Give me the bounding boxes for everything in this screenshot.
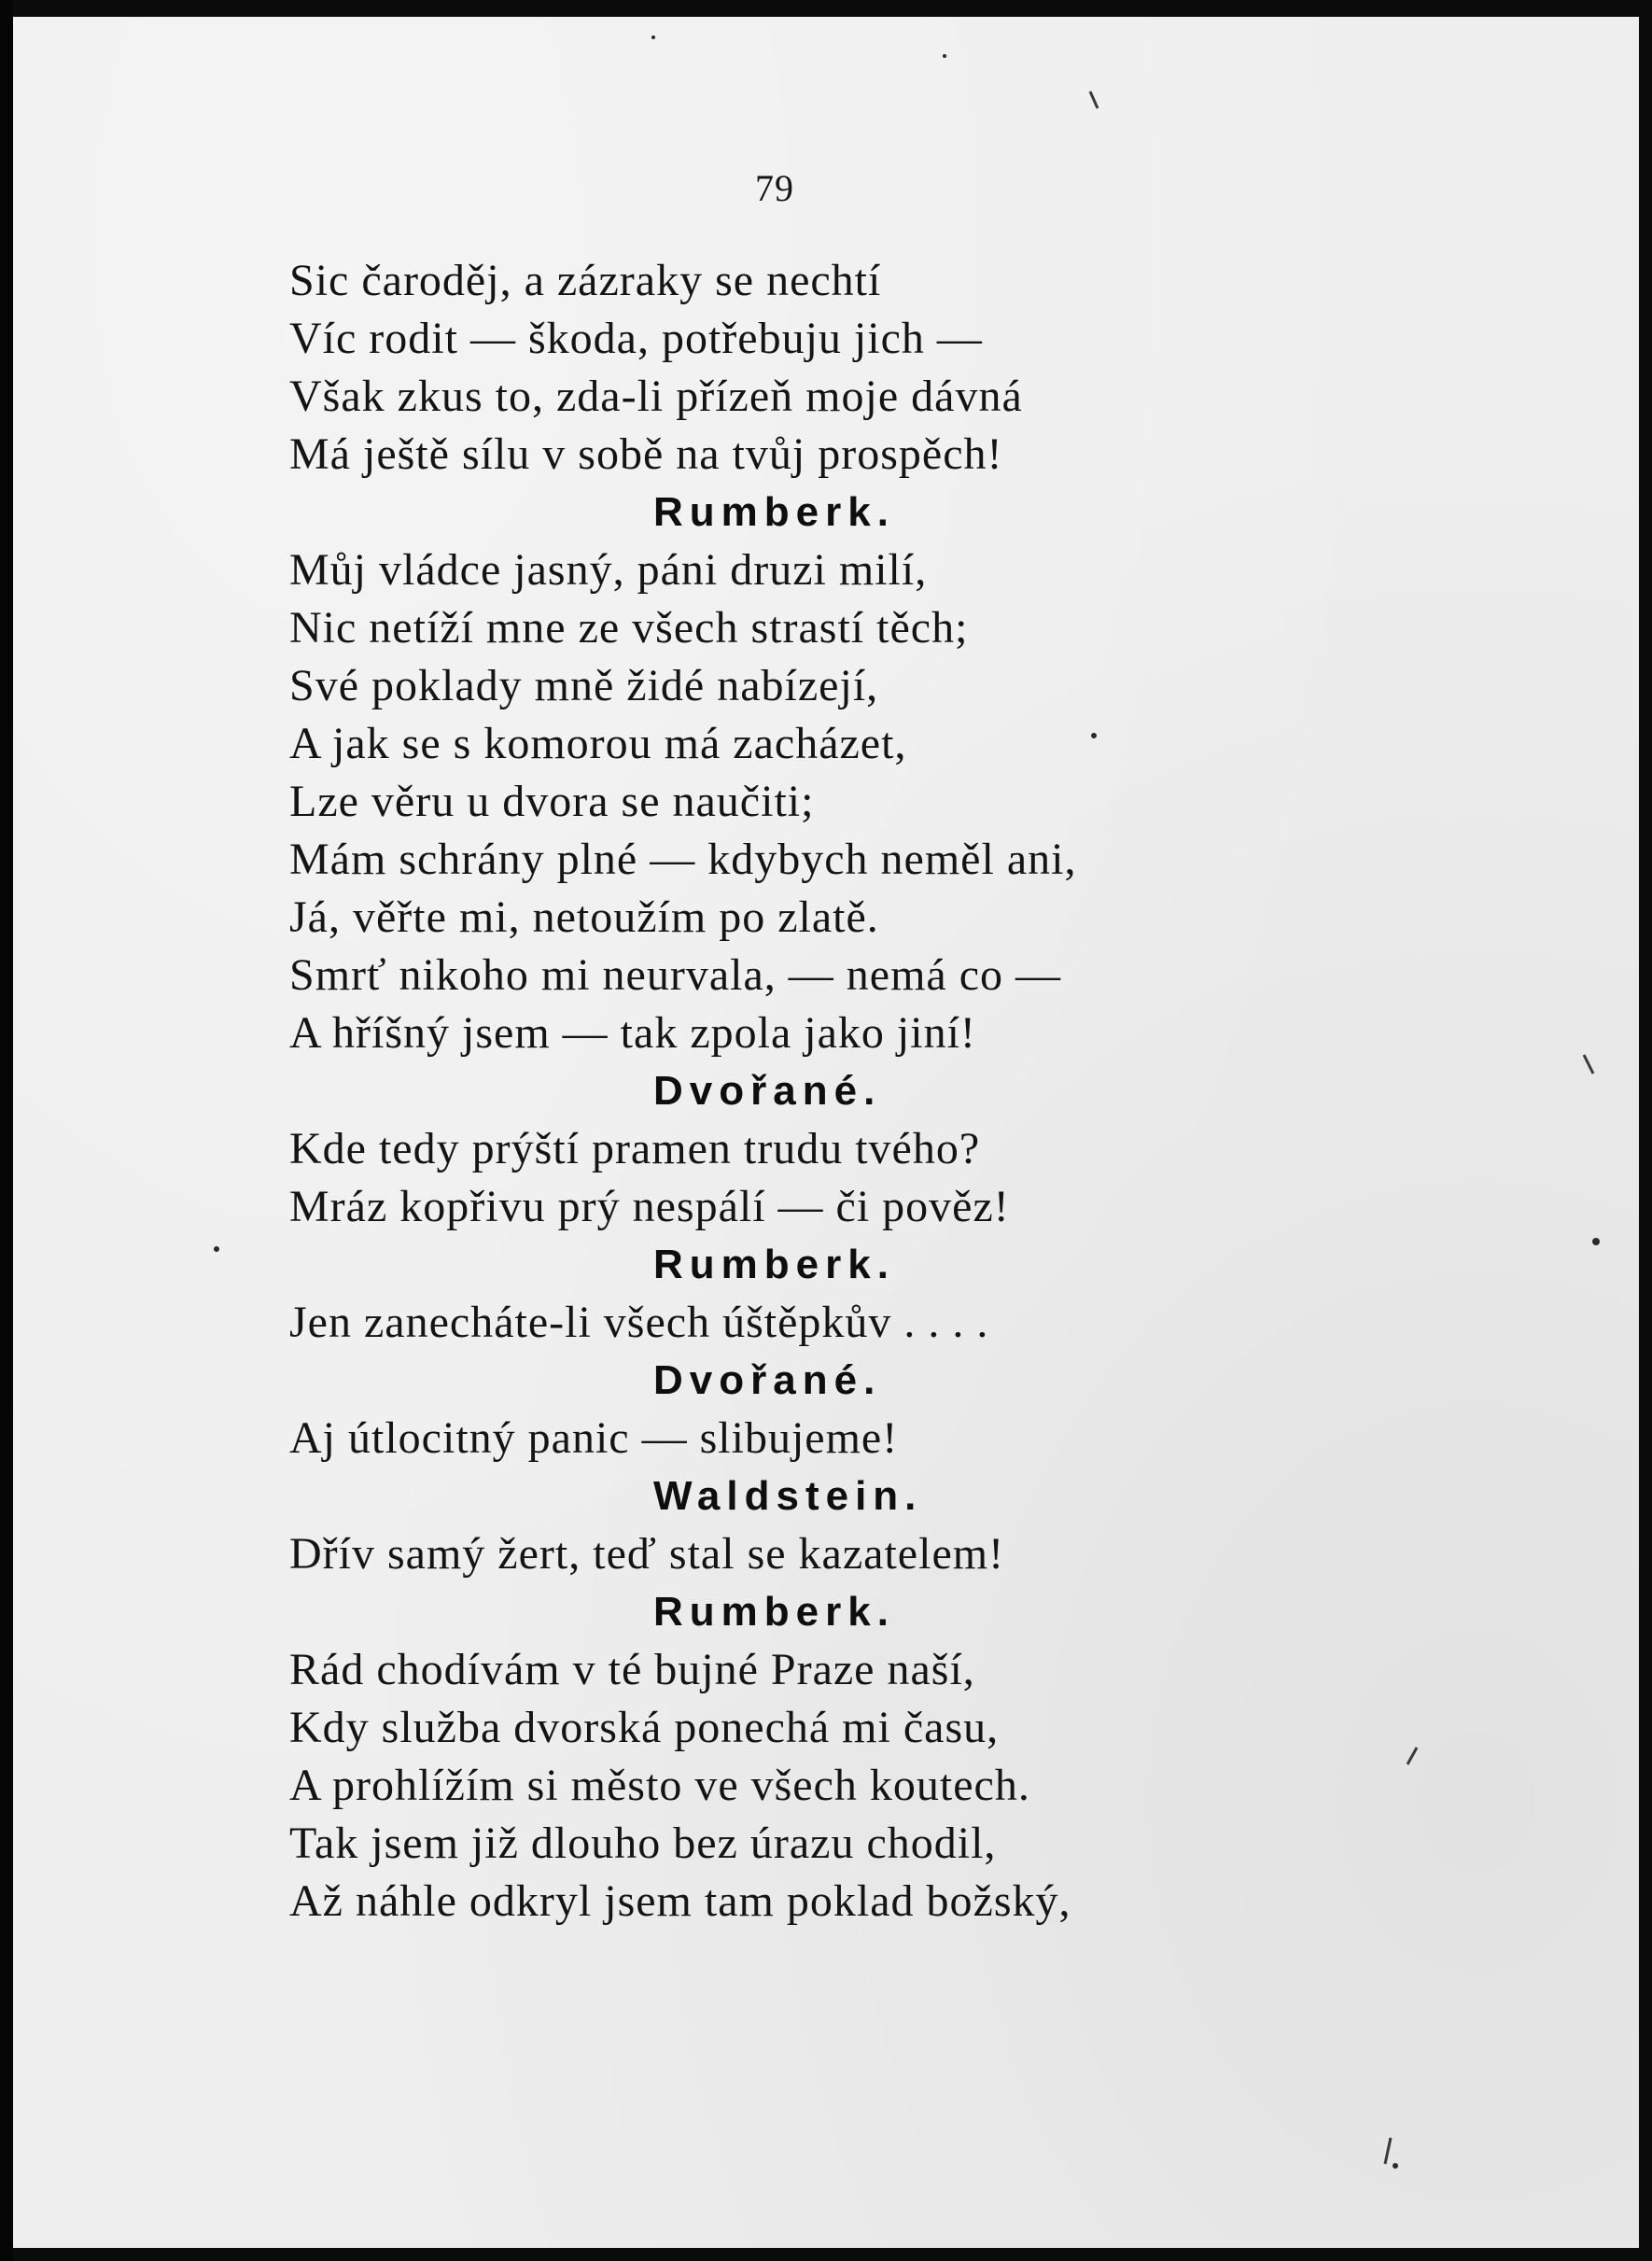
verse-line: Mám schrány plné — kdybych neměl ani, (289, 835, 1077, 884)
verse-line: Však zkus to, zda-li přízeň moje dávná (289, 372, 1023, 421)
speaker-name: Waldstein. (653, 1473, 923, 1519)
page-number: 79 (755, 167, 794, 209)
scan-border (0, 0, 13, 2261)
verse-line: Mráz kopřivu prý nespálí — či pověz! (289, 1182, 1010, 1231)
speaker-name: Dvořané. (653, 1068, 882, 1114)
speaker-name: Rumberk. (653, 1589, 895, 1635)
verse-line: Má ještě sílu v sobě na tvůj prospěch! (289, 429, 1003, 479)
verse-line: Aj útlocitný panic — slibujeme! (289, 1413, 899, 1463)
verse-line: Sic čaroděj, a zázraky se nechtí (289, 256, 882, 305)
verse-line: Své poklady mně židé nabízejí, (289, 661, 879, 710)
speaker-name: Rumberk. (653, 1242, 895, 1287)
verse-line: A hříšný jsem — tak zpola jako jiní! (289, 1008, 976, 1058)
speaker-name: Rumberk. (653, 489, 895, 535)
verse-line: Já, věřte mi, netoužím po zlatě. (289, 892, 879, 942)
verse-line: Dřív samý žert, teď stal se kazatelem! (289, 1529, 1005, 1579)
speaker-name: Dvořané. (653, 1357, 882, 1403)
verse-line: A prohlížím si město ve všech koutech. (289, 1761, 1030, 1810)
verse-line: Rád chodívám v té bujné Praze naší, (289, 1645, 975, 1694)
verse-line: Kdy služba dvorská ponechá mi času, (289, 1703, 1000, 1752)
verse-line: Smrť nikoho mi neurvala, — nemá co — (289, 950, 1062, 1000)
verse-line: A jak se s komorou má zacházet, (289, 719, 907, 768)
verse-line: Jen zanecháte-li všech úštěpkův . . . . (289, 1298, 989, 1347)
verse-line: Až náhle odkryl jsem tam poklad božský, (289, 1876, 1071, 1926)
verse-line: Tak jsem již dlouho bez úrazu chodil, (289, 1819, 997, 1868)
play-text (289, 252, 1223, 1931)
verse-line: Kde tedy prýští pramen trudu tvého? (289, 1124, 981, 1173)
verse-line: Víc rodit — škoda, potřebuju jich — (289, 314, 983, 363)
verse-line: Můj vládce jasný, páni druzi milí, (289, 545, 928, 595)
verse-line: Lze věru u dvora se naučiti; (289, 777, 815, 826)
verse-line: Nic netíží mne ze všech strastí těch; (289, 603, 969, 653)
